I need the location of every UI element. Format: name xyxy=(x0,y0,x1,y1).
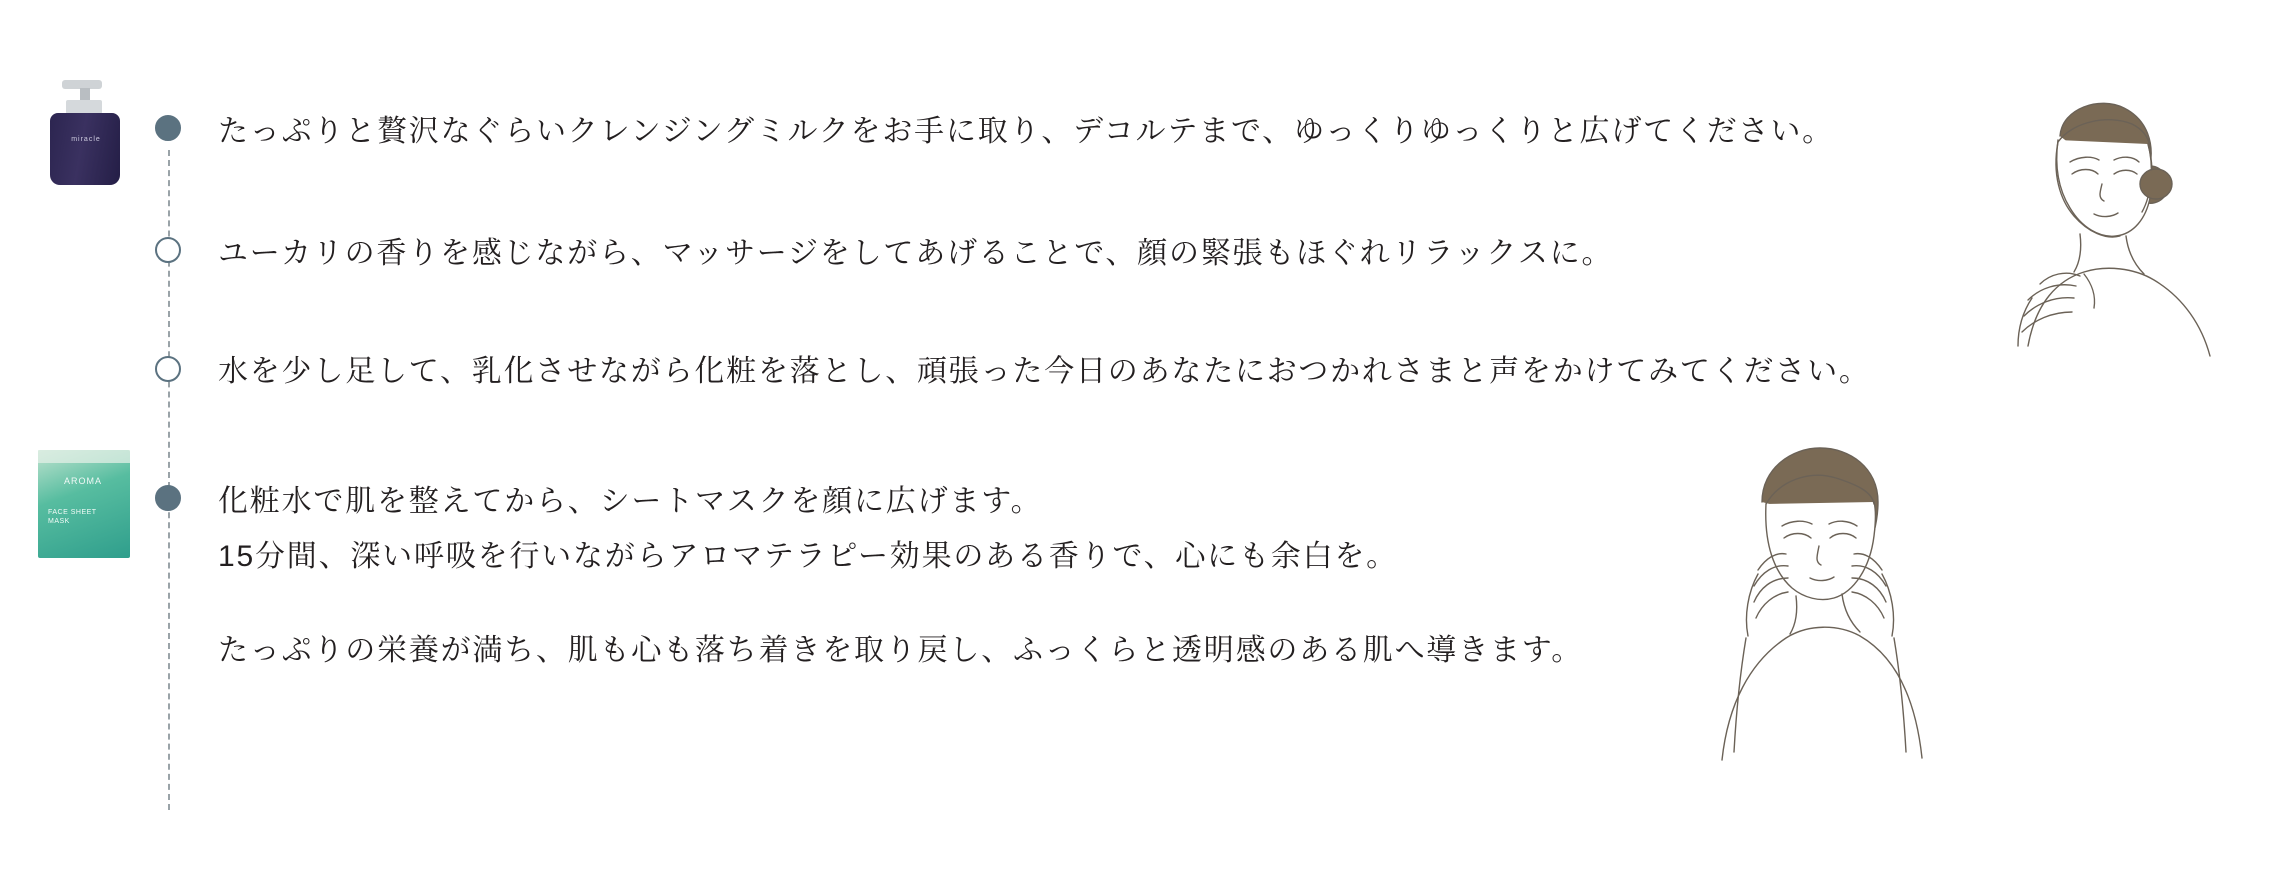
sachet-caption: FACE SHEET MASK xyxy=(48,509,97,525)
step-2-text xyxy=(218,230,1613,279)
step-1-text xyxy=(218,108,1834,157)
marker-step-2 xyxy=(155,237,181,263)
step-4-line-3 xyxy=(218,587,1583,621)
sheet-mask-sachet xyxy=(38,450,134,560)
bottle-collar xyxy=(66,100,102,114)
marker-step-4 xyxy=(155,485,181,511)
marker-step-1 xyxy=(155,115,181,141)
step-4-text xyxy=(218,478,1583,676)
sachet-seal xyxy=(38,450,130,463)
step-3-line-1: 水を少し足して、乳化させながら化粧を落とし、頑張った今日のあなたにおつかれさまと声をかけてみてください。 xyxy=(218,355,1871,388)
step-4-line-1: 化粧水で肌を整えてから、シートマスクを顔に広げます。 xyxy=(218,485,1043,518)
sachet-logo: AROMA xyxy=(64,476,103,486)
step-4-line-4: たっぷりの栄養が満ち、肌も心も落ち着きを取り戻し、ふっくらと透明感のある肌へ導きます。 xyxy=(218,634,1583,668)
bottle-body xyxy=(50,113,120,185)
step-2-line-1: ユーカリの香りを感じながら、マッサージをしてあげることで、顔の緊張もほぐれリラックスに。 xyxy=(218,237,1614,270)
step-4-line-2: 15分間、深い呼吸を行いながらアロマテラピー効果のある香りで、心にも余白を。 xyxy=(218,539,1398,573)
woman-pressing-sheet-mask-illustration xyxy=(1700,440,1940,770)
sachet-body xyxy=(38,450,130,558)
step-3-text xyxy=(218,348,1871,397)
woman-touching-neck-illustration xyxy=(1988,88,2238,388)
bottle-label: miracle xyxy=(71,136,101,143)
cleansing-milk-bottle xyxy=(40,80,132,190)
marker-step-3 xyxy=(155,356,181,382)
step-1-line-1: たっぷりと贅沢なぐらいクレンジングミルクをお手に取り、デコルテまで、ゆっくりゆっくりと広げてください。 xyxy=(218,115,1834,148)
